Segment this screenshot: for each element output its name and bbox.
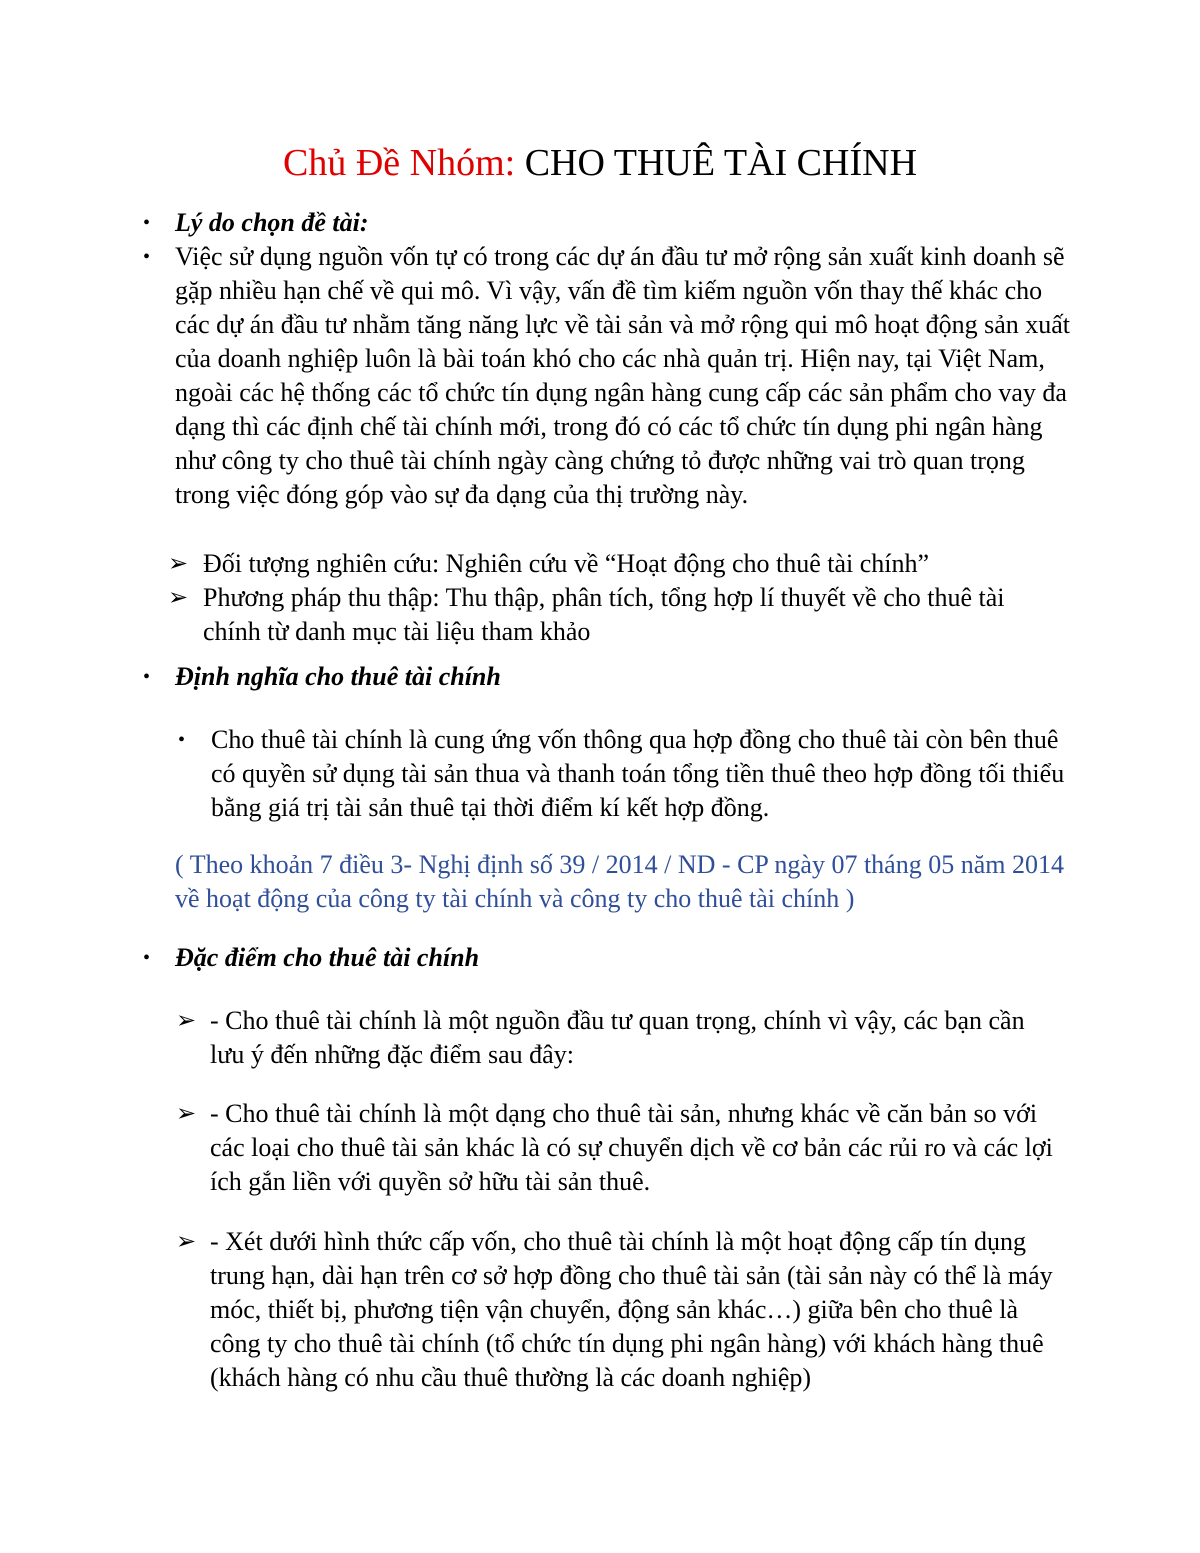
collection-method: Phương pháp thu thập: Thu thập, phân tích, tổng hợp lí thuyết về cho thuê tài chính từ danh mục tài liệu tham khảo xyxy=(203,583,1005,646)
reason-paragraph: Việc sử dụng nguồn vốn tự có trong các dự án đầu tư mở rộng sản xuất kinh doanh sẽ gặp nhiều hạn chế về qui mô. Vì vậy, vấn đề tìm kiếm nguồn vốn thay thế khác cho các dự án đầu tư nhằm tăng năng lực về tài sản và mở rộng qui mô hoạt động sản xuất của doanh nghiệp luôn là bài toán khó cho các nhà quản trị. Hiện nay, tại Việt Nam, ngoài các hệ thống các tổ chức tín dụng ngân hàng cung cấp các sản phẩm cho vay đa dạng thì các định chế tài chính mới, trong đó có các tổ chức tín dụng phi ngân hàng như công ty cho thuê tài chính ngày càng chứng tỏ được những vai trò quan trọng trong việc đóng góp vào sự đa dạng của thị trường này. xyxy=(175,242,1071,509)
bullet-icon: • xyxy=(143,246,151,268)
bullet-icon: • xyxy=(143,212,151,234)
features-heading: Đặc điểm cho thuê tài chính xyxy=(175,943,480,972)
arrow-bullet-icon: ➢ xyxy=(168,551,189,577)
arrow-bullet-icon: ➢ xyxy=(176,1229,197,1255)
feature-item-2: - Cho thuê tài chính là một dạng cho thuê tài sản, nhưng khác về căn bản so với các loại cho thuê tài sản khác là có sự chuyển dịch về cơ bản các rủi ro và các lợi ích gắn liền với quyền sở hữu tài sản thuê. xyxy=(210,1099,1053,1196)
title-prefix: Chủ Đề Nhóm: xyxy=(282,142,516,184)
definition-paragraph: Cho thuê tài chính là cung ứng vốn thông qua hợp đồng cho thuê tài còn bên thuê có quyền sử dụng tài sản thua và thanh toán tổng tiền thuê theo hợp đồng tối thiểu bằng giá trị tài sản thuê tại thời điểm kí kết hợp đồng. xyxy=(211,725,1065,822)
arrow-bullet-icon: ➢ xyxy=(176,1008,197,1034)
arrow-bullet-icon: ➢ xyxy=(168,585,189,611)
reason-heading: Lý do chọn đề tài: xyxy=(175,208,369,237)
arrow-bullet-icon: ➢ xyxy=(176,1101,197,1127)
legal-citation: ( Theo khoản 7 điều 3- Nghị định số 39 / 2014 / ND - CP ngày 07 tháng 05 năm 2014 về hoạt động của công ty tài chính và công ty cho thuê tài chính ) xyxy=(175,850,1064,913)
feature-item-3: - Xét dưới hình thức cấp vốn, cho thuê tài chính là một hoạt động cấp tín dụng trung hạn, dài hạn trên cơ sở hợp đồng cho thuê tài sản (tài sản này có thể là máy móc, thiết bị, phương tiện vận chuyển, động sản khác…) giữa bên cho thuê là công ty cho thuê tài chính (tổ chức tín dụng phi ngân hàng) với khách hàng thuê (khách hàng có nhu cầu thuê thường là các doanh nghiệp) xyxy=(210,1227,1053,1392)
bullet-icon: • xyxy=(143,947,151,969)
bullet-icon: • xyxy=(178,729,186,751)
feature-item-1: - Cho thuê tài chính là một nguồn đầu tư quan trọng, chính vì vậy, các bạn cần lưu ý đến những đặc điểm sau đây: xyxy=(210,1006,1025,1069)
definition-heading: Định nghĩa cho thuê tài chính xyxy=(175,662,501,691)
research-object: Đối tượng nghiên cứu: Nghiên cứu về “Hoạt động cho thuê tài chính” xyxy=(203,549,930,578)
title-main: CHO THUÊ TÀI CHÍNH xyxy=(515,142,918,184)
bullet-icon: • xyxy=(143,666,151,688)
page-title xyxy=(0,140,1200,186)
